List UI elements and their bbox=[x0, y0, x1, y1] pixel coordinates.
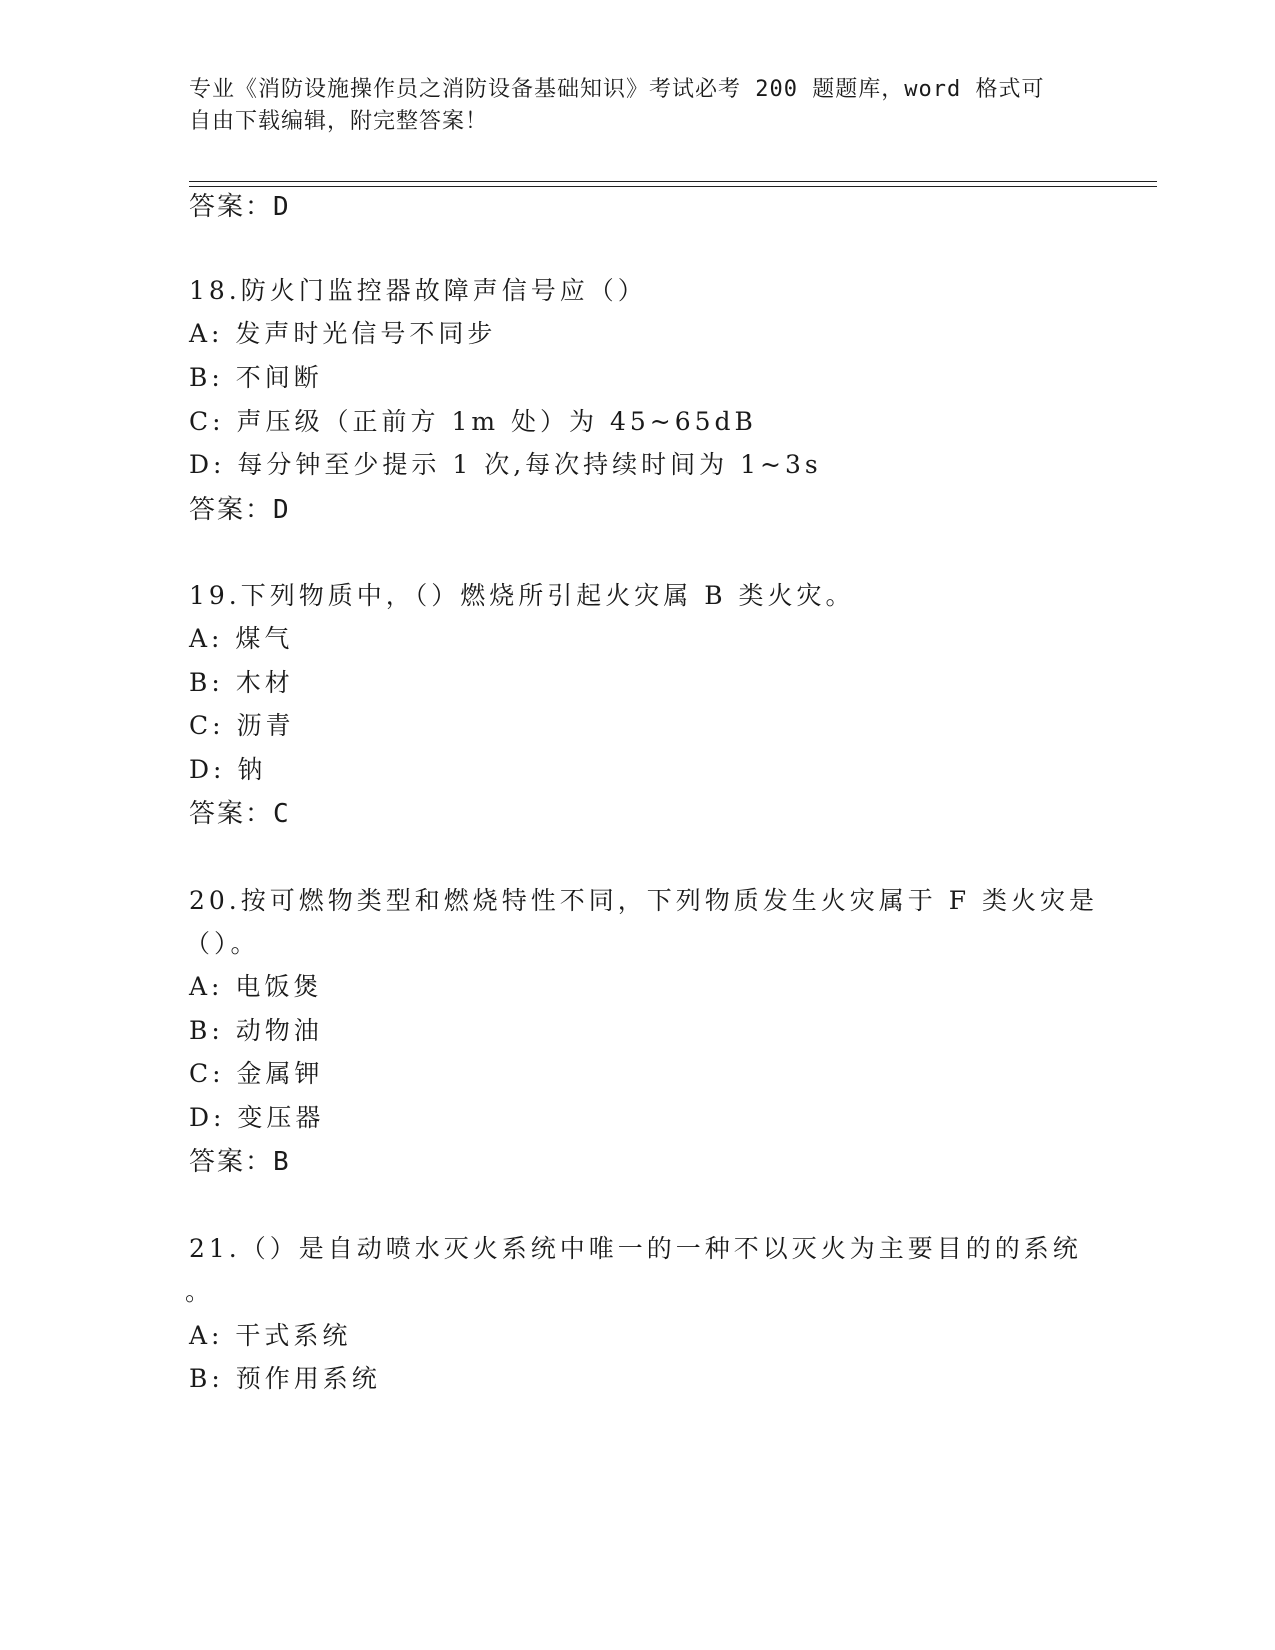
answer-line: 答案：D bbox=[189, 495, 291, 525]
answer-line: 答案：C bbox=[189, 799, 291, 829]
option-d: D: 每分钟至少提示 1 次,每次持续时间为 1~3s bbox=[189, 450, 822, 479]
header-line-1: 专业《消防设施操作员之消防设备基础知识》考试必考 200 题题库，word 格式可 bbox=[189, 77, 1045, 102]
option-c: C: 声压级（正前方 1m 处）为 45~65dB bbox=[189, 407, 757, 436]
option-b: B: 预作用系统 bbox=[189, 1364, 381, 1393]
option-d: D: 钠 bbox=[189, 755, 267, 784]
question-21: 21.（）是自动喷水灭火系统中唯一的一种不以灭火为主要目的的系统 bbox=[189, 1234, 1082, 1263]
option-c: C: 沥青 bbox=[189, 711, 295, 740]
question-19: 19.下列物质中，（）燃烧所引起火灾属 B 类火灾。 bbox=[189, 581, 855, 610]
answer-line: 答案：B bbox=[189, 1147, 291, 1177]
option-b: B: 动物油 bbox=[189, 1016, 323, 1045]
question-21-continuation: 。 bbox=[185, 1277, 215, 1306]
header-divider-top bbox=[189, 181, 1157, 182]
header-line-2: 自由下载编辑，附完整答案！ bbox=[189, 109, 489, 134]
question-20-continuation: （）。 bbox=[185, 929, 260, 958]
option-a: A: 电饭煲 bbox=[189, 972, 323, 1001]
option-a: A: 煤气 bbox=[189, 624, 294, 653]
option-c: C: 金属钾 bbox=[189, 1059, 324, 1088]
question-18: 18.防火门监控器故障声信号应（） bbox=[189, 276, 647, 305]
option-a: A: 发声时光信号不同步 bbox=[189, 319, 497, 348]
option-b: B: 不间断 bbox=[189, 363, 323, 392]
header-divider-bottom bbox=[189, 186, 1157, 187]
option-b: B: 木材 bbox=[189, 668, 294, 697]
document-header bbox=[189, 74, 1089, 138]
option-a: A: 干式系统 bbox=[189, 1321, 352, 1350]
question-20: 20.按可燃物类型和燃烧特性不同，下列物质发生火灾属于 F 类火灾是 bbox=[189, 886, 1099, 915]
option-d: D: 变压器 bbox=[189, 1103, 325, 1132]
answer-line: 答案：D bbox=[189, 192, 291, 222]
